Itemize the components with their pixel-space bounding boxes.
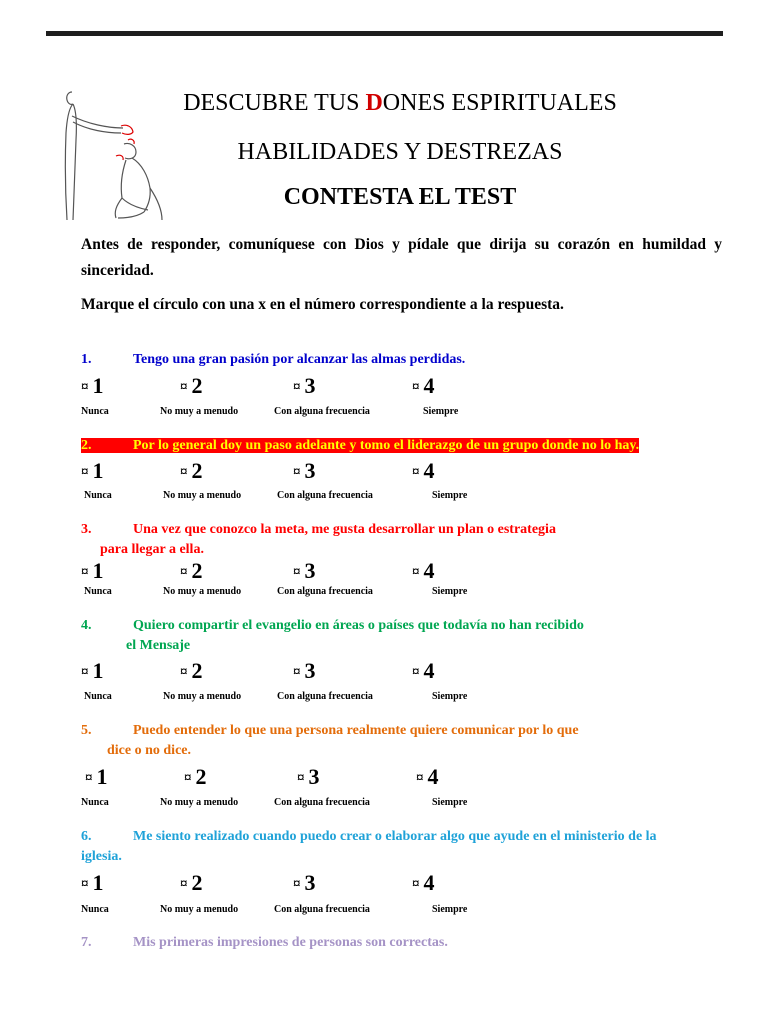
- option-label: Siempre: [423, 406, 459, 417]
- circle-marker-icon: ¤: [293, 876, 301, 892]
- option-value: 4: [423, 870, 435, 895]
- answer-option-2-2[interactable]: [180, 458, 203, 484]
- answer-option-5-1[interactable]: [85, 764, 108, 790]
- instructions-paragraph: Marque el círculo con una x en el número correspondiente a la respuesta.: [81, 296, 564, 313]
- circle-marker-icon: ¤: [412, 379, 420, 395]
- option-value: 3: [308, 764, 320, 789]
- answer-option-6-1[interactable]: [81, 870, 104, 896]
- question-number: 3.: [81, 522, 92, 537]
- question-text-continued: para llegar a ella.: [100, 542, 204, 557]
- option-value: 2: [195, 764, 207, 789]
- option-value: 3: [304, 558, 316, 583]
- circle-marker-icon: ¤: [293, 664, 301, 680]
- answer-option-5-3[interactable]: [297, 764, 320, 790]
- circle-marker-icon: ¤: [184, 770, 192, 786]
- option-label: No muy a menudo: [160, 406, 239, 417]
- option-label: Nunca: [81, 797, 109, 808]
- circle-marker-icon: ¤: [180, 876, 188, 892]
- question-number: 2.: [81, 438, 92, 453]
- question-text-continued: dice o no dice.: [107, 743, 191, 758]
- option-label: Nunca: [84, 586, 112, 597]
- option-label: No muy a menudo: [160, 797, 239, 808]
- question-7: [81, 933, 722, 953]
- question-3: [81, 520, 722, 560]
- option-label: Con alguna frecuencia: [277, 490, 373, 501]
- question-text: Una vez que conozco la meta, me gusta desarrollar un plan o estrategia: [133, 522, 556, 537]
- circle-marker-icon: ¤: [81, 876, 89, 892]
- option-value: 4: [423, 558, 435, 583]
- circle-marker-icon: ¤: [81, 464, 89, 480]
- circle-marker-icon: ¤: [412, 564, 420, 580]
- option-label: Siempre: [432, 490, 468, 501]
- option-value: 1: [92, 558, 104, 583]
- option-value: 4: [423, 373, 435, 398]
- answer-option-4-4[interactable]: [412, 658, 435, 684]
- question-number: 5.: [81, 723, 92, 738]
- question-number: 4.: [81, 618, 92, 633]
- answer-option-4-1[interactable]: [81, 658, 104, 684]
- answer-option-6-3[interactable]: [293, 870, 316, 896]
- circle-marker-icon: ¤: [412, 664, 420, 680]
- answer-option-1-4[interactable]: [412, 373, 435, 399]
- option-label: Nunca: [81, 904, 109, 915]
- title-part2: ONES ESPIRITUALES: [382, 90, 617, 116]
- title-red-letter: D: [365, 90, 383, 116]
- option-value: 4: [427, 764, 439, 789]
- answer-option-2-4[interactable]: [412, 458, 435, 484]
- circle-marker-icon: ¤: [297, 770, 305, 786]
- option-value: 2: [191, 558, 203, 583]
- circle-marker-icon: ¤: [81, 664, 89, 680]
- option-label: Con alguna frecuencia: [277, 691, 373, 702]
- option-label: Siempre: [432, 904, 468, 915]
- option-value: 4: [423, 458, 435, 483]
- circle-marker-icon: ¤: [180, 379, 188, 395]
- intro-paragraph: Antes de responder, comuníquese con Dios y pídale que dirija su corazón en humildad y sinceridad.: [81, 236, 722, 279]
- option-label: No muy a menudo: [160, 904, 239, 915]
- answer-option-1-2[interactable]: [180, 373, 203, 399]
- question-4: [81, 616, 722, 656]
- question-text-continued: el Mensaje: [126, 638, 191, 653]
- answer-option-5-4[interactable]: [416, 764, 439, 790]
- answer-option-3-3[interactable]: [293, 558, 316, 584]
- answer-option-5-2[interactable]: [184, 764, 207, 790]
- question-number: 7.: [81, 935, 92, 950]
- option-value: 1: [92, 658, 104, 683]
- option-label: Nunca: [84, 490, 112, 501]
- answer-option-2-1[interactable]: [81, 458, 104, 484]
- circle-marker-icon: ¤: [85, 770, 93, 786]
- question-2: [81, 436, 722, 456]
- option-value: 1: [96, 764, 108, 789]
- option-label: Con alguna frecuencia: [274, 797, 370, 808]
- option-label: No muy a menudo: [163, 586, 242, 597]
- circle-marker-icon: ¤: [416, 770, 424, 786]
- circle-marker-icon: ¤: [293, 564, 301, 580]
- option-value: 2: [191, 870, 203, 895]
- option-value: 3: [304, 373, 316, 398]
- option-value: 3: [304, 658, 316, 683]
- circle-marker-icon: ¤: [81, 564, 89, 580]
- answer-option-6-2[interactable]: [180, 870, 203, 896]
- question-text: Puedo entender lo que una persona realmente quiere comunicar por lo que: [133, 723, 579, 738]
- circle-marker-icon: ¤: [180, 464, 188, 480]
- option-label: Siempre: [432, 797, 468, 808]
- answer-option-3-2[interactable]: [180, 558, 203, 584]
- option-value: 3: [304, 870, 316, 895]
- question-5: [81, 721, 722, 761]
- circle-marker-icon: ¤: [412, 464, 420, 480]
- option-value: 2: [191, 373, 203, 398]
- question-text: Por lo general doy un paso adelante y tomo el liderazgo de un grupo donde no lo hay.: [133, 438, 640, 453]
- option-label: No muy a menudo: [163, 490, 242, 501]
- page-title: [150, 90, 650, 117]
- option-label: Con alguna frecuencia: [277, 586, 373, 597]
- answer-option-2-3[interactable]: [293, 458, 316, 484]
- option-label: No muy a menudo: [163, 691, 242, 702]
- option-label: Siempre: [432, 691, 468, 702]
- option-value: 1: [92, 870, 104, 895]
- question-number: 1.: [81, 352, 92, 367]
- option-value: 1: [92, 373, 104, 398]
- circle-marker-icon: ¤: [180, 564, 188, 580]
- answer-option-3-4[interactable]: [412, 558, 435, 584]
- option-label: Siempre: [432, 586, 468, 597]
- question-text: Quiero compartir el evangelio en áreas o países que todavía no han recibido: [133, 618, 584, 633]
- circle-marker-icon: ¤: [180, 664, 188, 680]
- circle-marker-icon: ¤: [412, 876, 420, 892]
- circle-marker-icon: ¤: [81, 379, 89, 395]
- title-part1: DESCUBRE TUS: [183, 90, 366, 116]
- question-text-continued: iglesia.: [81, 849, 122, 864]
- answer-option-4-3[interactable]: [293, 658, 316, 684]
- option-value: 1: [92, 458, 104, 483]
- question-6: [81, 827, 722, 867]
- answer-option-1-1[interactable]: [81, 373, 104, 399]
- question-text: Tengo una gran pasión por alcanzar las almas perdidas.: [133, 352, 466, 367]
- answer-option-4-2[interactable]: [180, 658, 203, 684]
- top-rule: [46, 31, 723, 36]
- option-label: Con alguna frecuencia: [274, 406, 370, 417]
- question-text: Me siento realizado cuando puedo crear o elaborar algo que ayude en el ministerio de la: [133, 829, 657, 844]
- answer-option-3-1[interactable]: [81, 558, 104, 584]
- page-subtitle: HABILIDADES Y DESTREZAS: [237, 139, 563, 165]
- answer-option-1-3[interactable]: [293, 373, 316, 399]
- test-heading: CONTESTA EL TEST: [283, 184, 517, 210]
- question-text: Mis primeras impresiones de personas son correctas.: [133, 935, 448, 950]
- option-value: 2: [191, 458, 203, 483]
- option-value: 2: [191, 658, 203, 683]
- option-label: Nunca: [81, 406, 109, 417]
- option-label: Nunca: [84, 691, 112, 702]
- answer-option-6-4[interactable]: [412, 870, 435, 896]
- option-label: Con alguna frecuencia: [274, 904, 370, 915]
- question-number: 6.: [81, 829, 92, 844]
- circle-marker-icon: ¤: [293, 379, 301, 395]
- question-1: [81, 350, 722, 370]
- option-value: 4: [423, 658, 435, 683]
- circle-marker-icon: ¤: [293, 464, 301, 480]
- option-value: 3: [304, 458, 316, 483]
